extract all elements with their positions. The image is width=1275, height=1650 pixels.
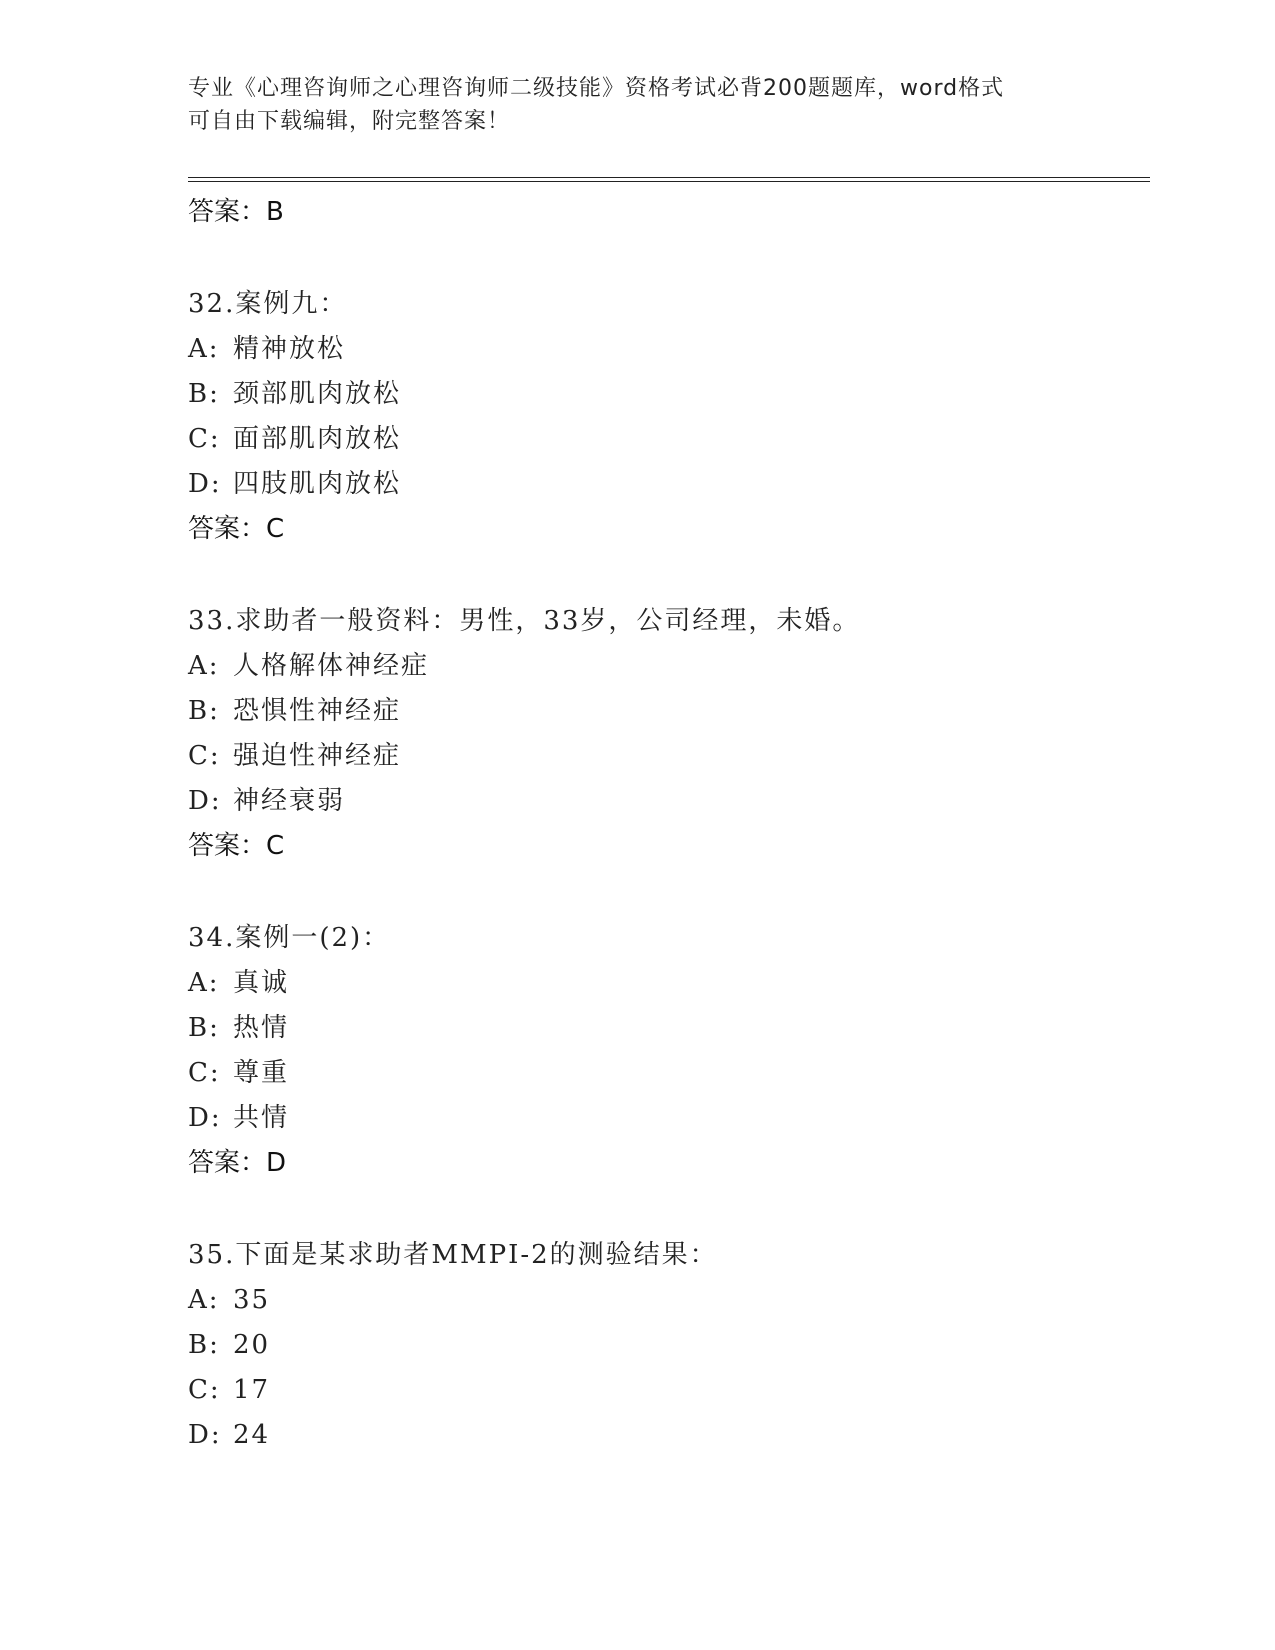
option-letter: C: [188,424,221,454]
option-letter: C: [188,741,221,771]
spacer [188,235,1128,282]
option-text: 17 [233,1375,271,1405]
option-letter: A: [188,651,220,681]
header-rule-top [188,177,1150,178]
option-c [188,734,1128,779]
option-b [188,689,1128,734]
option-letter: B: [188,1330,220,1360]
option-text: 颈部肌肉放松 [233,379,402,409]
option-text: 神经衰弱 [233,786,346,816]
option-letter: A: [188,334,220,364]
option-b [188,372,1128,417]
spacer [188,869,1128,916]
spacer [188,1186,1128,1233]
option-text: 恐惧性神经症 [233,696,402,726]
option-text: 20 [233,1330,271,1360]
option-text: 面部肌肉放松 [233,424,402,454]
answer-label: 答案：C [188,831,285,861]
option-text: 35 [233,1285,271,1315]
option-c [188,1051,1128,1096]
question-block [188,282,1128,552]
option-c [188,417,1128,462]
question-list [188,190,1128,1458]
option-letter: D: [188,469,222,499]
option-a [188,644,1128,689]
option-text: 热情 [233,1013,290,1043]
option-b [188,1323,1128,1368]
question-block [188,916,1128,1186]
header-line-1: 专业《心理咨询师之心理咨询师二级技能》资格考试必背200题题库，word格式 [188,76,1005,101]
question-title: 33.求助者一般资料：男性，33岁，公司经理，未婚。 [188,606,861,636]
option-b [188,1006,1128,1051]
option-letter: D: [188,786,222,816]
option-d [188,779,1128,824]
option-d [188,462,1128,507]
option-text: 真诚 [233,968,290,998]
option-text: 强迫性神经症 [233,741,402,771]
option-letter: C: [188,1375,221,1405]
question-title: 34.案例一(2)： [188,923,391,953]
option-a [188,1278,1128,1323]
option-text: 24 [233,1420,271,1450]
spacer [188,552,1128,599]
answer-label: 答案：B [188,197,284,227]
option-letter: D: [188,1103,222,1133]
option-text: 尊重 [233,1058,290,1088]
option-letter: B: [188,1013,220,1043]
question-block [188,1233,1128,1458]
option-a [188,327,1128,372]
option-c [188,1368,1128,1413]
option-text: 四肢肌肉放松 [233,469,402,499]
option-letter: B: [188,379,220,409]
header-rule-bottom [188,181,1150,182]
option-text: 共情 [233,1103,290,1133]
option-d [188,1413,1128,1458]
document-header [188,72,1088,138]
option-letter: A: [188,1285,220,1315]
question-block [188,599,1128,869]
header-line-2: 可自由下载编辑，附完整答案！ [188,109,511,134]
option-text: 人格解体神经症 [233,651,430,681]
option-a [188,961,1128,1006]
option-letter: A: [188,968,220,998]
option-d [188,1096,1128,1141]
question-title: 35.下面是某求助者MMPI-2的测验结果： [188,1240,718,1270]
answer-label: 答案：C [188,514,285,544]
option-letter: C: [188,1058,221,1088]
option-letter: B: [188,696,220,726]
answer-label: 答案：D [188,1148,287,1178]
question-title: 32.案例九： [188,289,348,319]
option-text: 精神放松 [233,334,346,364]
option-letter: D: [188,1420,222,1450]
